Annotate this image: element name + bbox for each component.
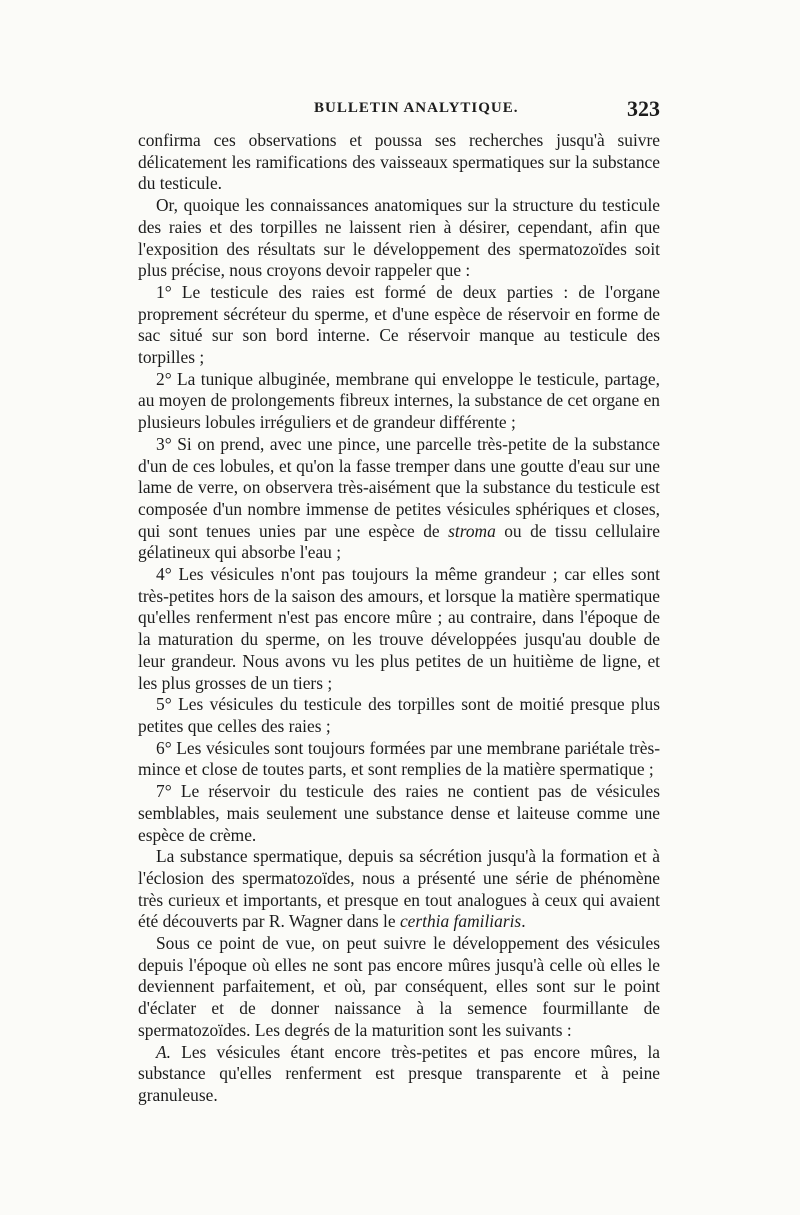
paragraph-stage-a [138,1042,660,1107]
paragraph-substance-text-after: . [521,911,526,932]
list-item-5: 5° Les vésicules du testicule des torpilles sont de moitié presque plus petites que celles des raies ; [138,694,660,736]
list-item-7: 7° Le réservoir du testicule des raies ne contient pas de vésicules semblables, mais seulement une substance dense et laiteuse comme une espèce de crème. [138,781,660,845]
page-number: 323 [627,96,660,121]
paragraph-substance-text-before: La substance spermatique, depuis sa sécrétion jusqu'à la formation et à l'éclosion des spermatozoïdes, nous a présenté une série de phénomène très curieux et importants, et presque en tout analogues à ceux qui avaient été découverts par R. Wagner dans le [138,846,660,932]
paragraph-development: Sous ce point de vue, on peut suivre le développement des vésicules depuis l'époque où elles ne sont pas encore mûres jusqu'à celle où elles le deviennent parfaitement, et où, par conséquent, elles sont sur le point d'éclater et de donner naissance à la semence fourmillante de spermatozoïdes. Les degrés de la maturition sont les suivants : [138,933,660,1040]
paragraph-stage-a-text-after: Les vésicules étant encore très-petites et pas encore mûres, la substance qu'elles renferment est presque transparente et à peine granuleuse. [138,1041,660,1105]
list-item-2: 2° La tunique albuginée, membrane qui enveloppe le testicule, partage, au moyen de prolongements fibreux internes, la substance de cet organe en plusieurs lobules irréguliers et de grandeur différente ; [138,368,660,433]
paragraph-substance [138,846,660,933]
paragraph-continuation: confirma ces observations et poussa ses recherches jusqu'à suivre délicatement les ramifications des vaisseaux spermatiques sur la substance du testicule. [138,130,660,194]
list-item-3-text-after: ou de tissu cellulaire gélatineux qui absorbe l'eau ; [138,520,660,563]
list-item-3-text-before: 3° Si on prend, avec une pince, une parcelle très-petite de la substance d'un de ces lobules, et qu'on la fasse tremper dans une goutte d'eau sur une lame de verre, on observera très-aisément que la substance du testicule est composée d'un nombre immense de petites vésicules sphériques et closes, qui sont tenues unies par une espèce de [138,433,660,541]
list-item-3-emphasis: stroma [448,520,496,541]
paragraph-substance-emphasis: certhia familiaris [399,911,522,932]
body-text [138,130,660,1107]
list-item-3 [138,434,660,564]
list-item-6: 6° Les vésicules sont toujours formées par une membrane pariétale très-mince et close de toutes parts, et sont remplies de la matière spermatique ; [138,737,660,780]
page-header [138,96,660,126]
list-item-1: 1° Le testicule des raies est formé de deux parties : de l'organe proprement sécréteur du sperme, et d'une espèce de réservoir en forme de sac situé sur son bord interne. Ce réservoir manque au testicule des torpilles ; [138,281,660,368]
running-head: BULLETIN ANALYTIQUE. [314,100,519,116]
paragraph-intro: Or, quoique les connaissances anatomiques sur la structure du testicule des raies et des torpilles ne laissent rien à désirer, cependant, afin que l'exposition des résultats sur le développement des spermatozoïdes soit plus précise, nous croyons devoir rappeler que : [138,195,660,281]
list-item-4: 4° Les vésicules n'ont pas toujours la même grandeur ; car elles sont très-petites hors de la saison des amours, et lorsque la matière spermatique qu'elles renferment n'est pas encore mûre ; au contraire, dans l'époque de la maturation du sperme, on les trouve développées jusqu'au double de leur grandeur. Nous avons vu les plus petites de un huitième de ligne, et les plus grosses de un tiers ; [138,564,660,693]
paragraph-stage-a-emphasis: A. [156,1041,171,1062]
